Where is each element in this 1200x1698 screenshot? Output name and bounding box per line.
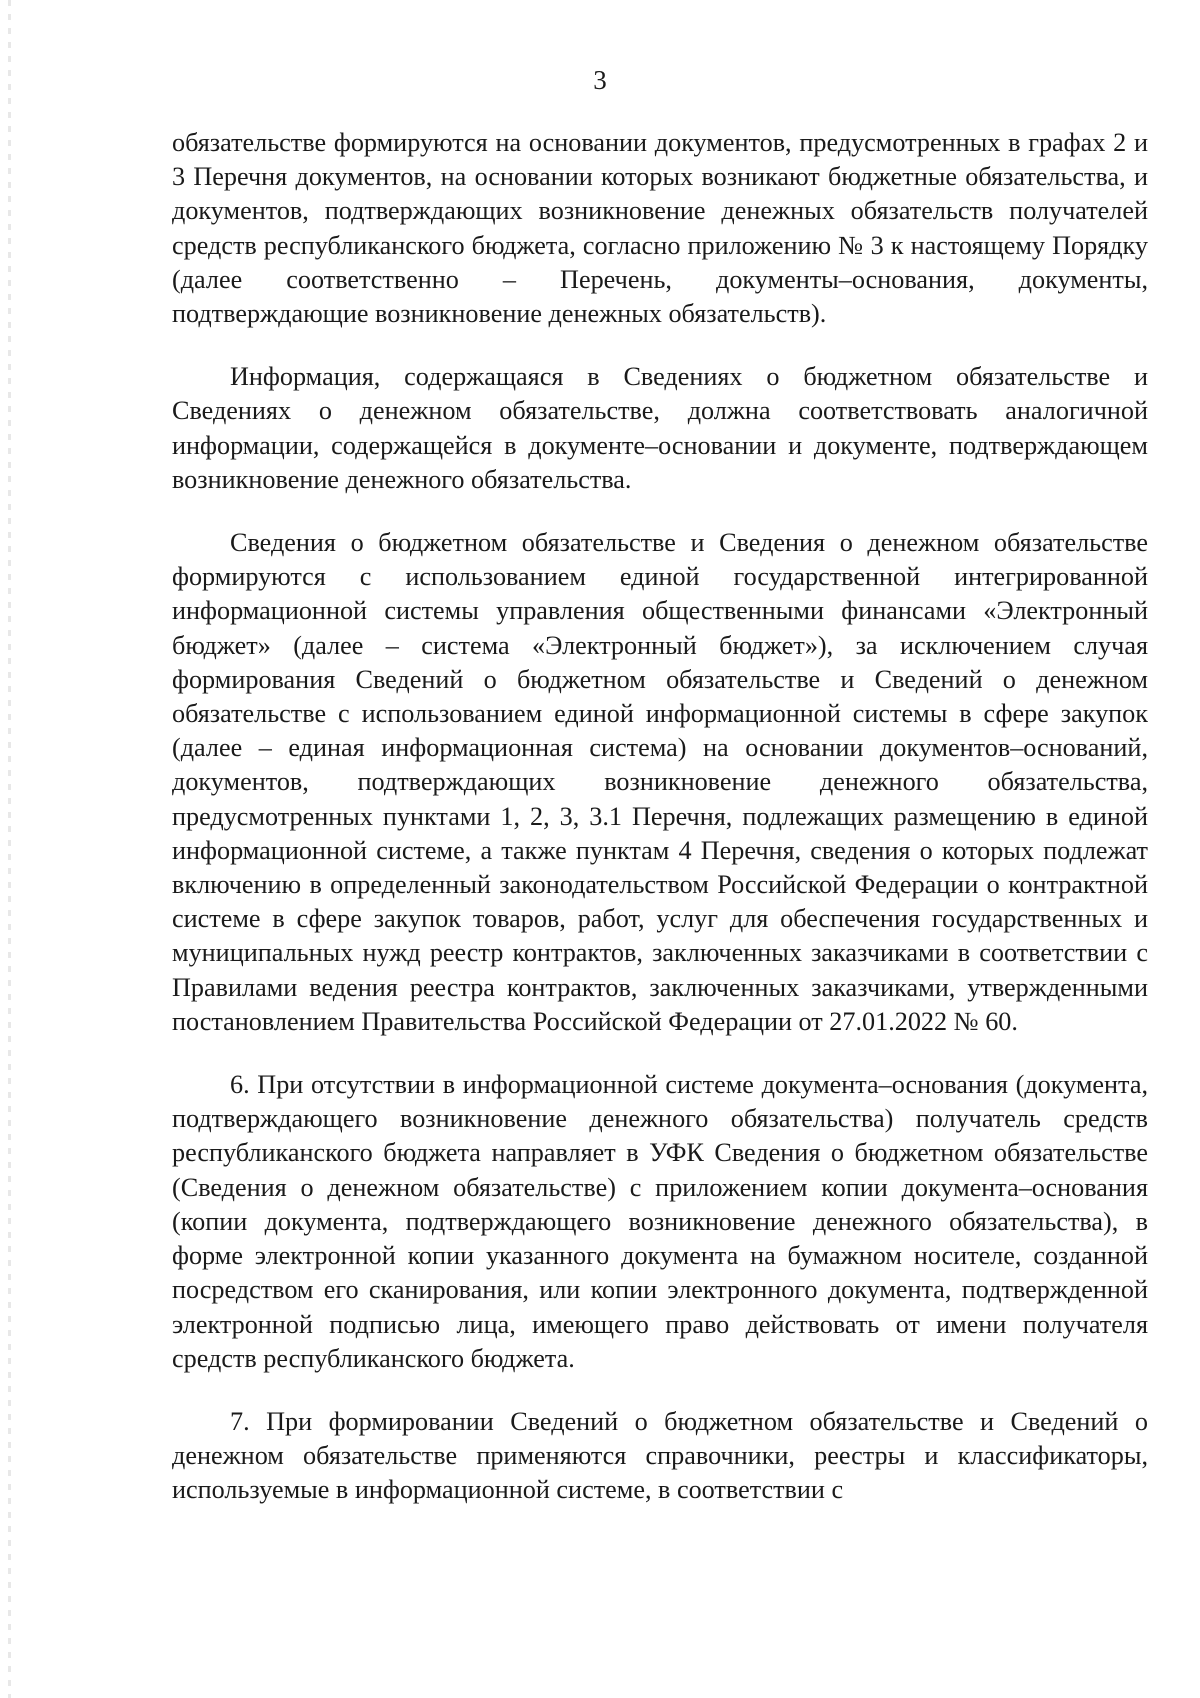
scan-edge-artifact — [8, 0, 11, 1698]
document-body — [172, 126, 1148, 1508]
page-number: 3 — [593, 65, 607, 95]
paragraph-information-consistency: Информация, содержащаяся в Сведениях о бюджетном обязательстве и Сведениях о денежном обязательстве, должна соответствовать аналогичной информации, содержащейся в документе–основании и документе, подтверждающем возникновение денежного обязательства. — [172, 362, 1148, 494]
paragraph-electronic-budget-system: Сведения о бюджетном обязательстве и Сведения о денежном обязательстве формируются с использованием единой государственной интегрированной информационной системы управления общественными финансами «Электронный бюджет» (далее – система «Электронный бюджет»), за исключением случая формирования Сведений о бюджетном обязательстве и Сведений о денежном обязательстве с использованием единой информационной системы в сфере закупок (далее – единая информационная система) на основании документов–оснований, документов, подтверждающих возникновение денежного обязательства, предусмотренных пунктами 1, 2, 3, 3.1 Перечня, подлежащих размещению в единой информационной системе, а также пунктам 4 Перечня, сведения о которых подлежат включению в определенный законодательством Российской Федерации о контрактной системе в сфере закупок товаров, работ, услуг для обеспечения государственных и муниципальных нужд реестр контрактов, заключенных заказчиками в соответствии с Правилами ведения реестра контрактов, заключенных заказчиками, утвержденными постановлением Правительства Российской Федерации от 27.01.2022 № 60. — [172, 528, 1148, 1036]
paragraph-continuation: обязательстве формируются на основании документов, предусмотренных в графах 2 и 3 Перечня документов, на основании которых возникают бюджетные обязательства, и документов, подтверждающих возникновение денежных обязательств получателей средств республиканского бюджета, согласно приложению № 3 к настоящему Порядку (далее соответственно – Перечень, документы–основания, документы, подтверждающие возникновение денежных обязательств). — [172, 128, 1148, 329]
paragraph-item-7: 7. При формировании Сведений о бюджетном обязательстве и Сведений о денежном обязательстве применяются справочники, реестры и классификаторы, используемые в информационной системе, в соответствии с — [172, 1406, 1148, 1505]
paragraph-item-6: 6. При отсутствии в информационной системе документа–основания (документа, подтверждающего возникновение денежного обязательства) получатель средств республиканского бюджета направляет в УФК Сведения о бюджетном обязательстве (Сведения о денежном обязательстве) с приложением копии документа–основания (копии документа, подтверждающего возникновение денежного обязательства), в форме электронной копии указанного документа на бумажном носителе, созданной посредством его сканирования, или копии электронного документа, подтвержденной электронной подписью лица, имеющего право действовать от имени получателя средств республиканского бюджета. — [172, 1070, 1148, 1373]
